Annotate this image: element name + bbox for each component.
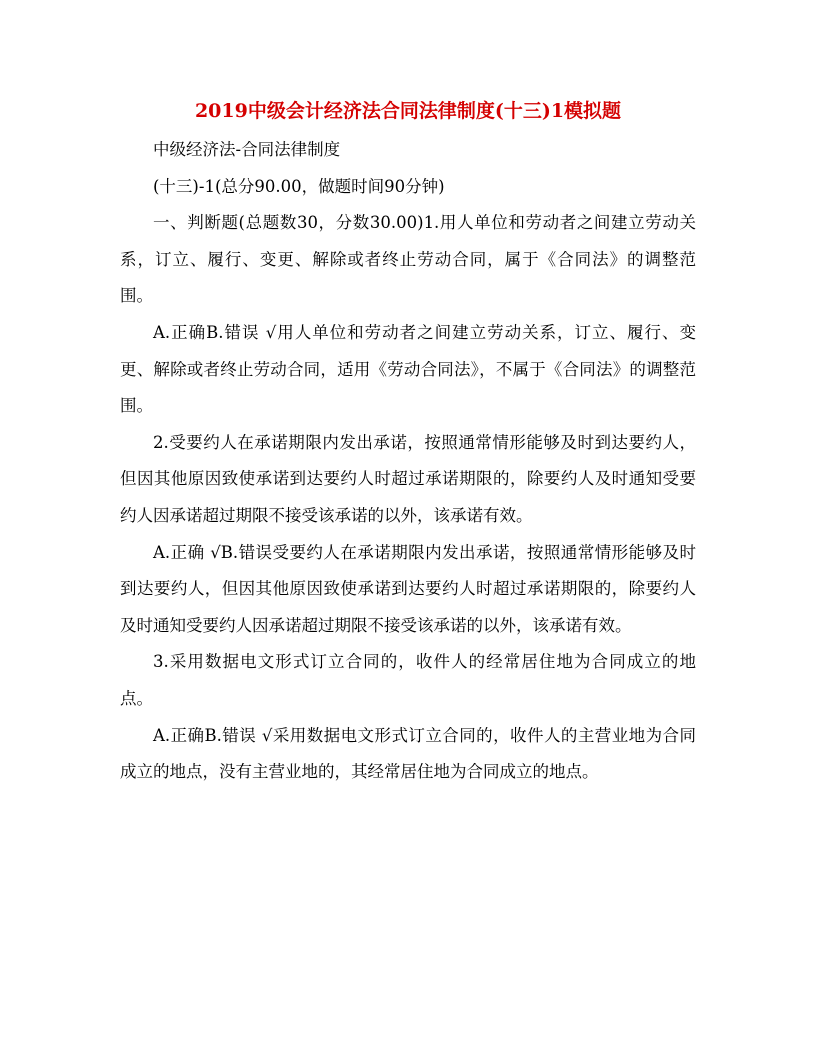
- document-title: 2019中级会计经济法合同法律制度(十三)1模拟题: [194, 100, 622, 122]
- answer-1-paragraph: A.正确B.错误 √用人单位和劳动者之间建立劳动关系，订立、履行、变更、解除或者终止劳动合同，适用《劳动合同法》，不属于《合同法》的调整范围。: [120, 322, 696, 416]
- answer-2-paragraph: A.正确 √B.错误受要约人在承诺期限内发出承诺，按照通常情形能够及时到达要约人，但因其他原因致使承诺到达要约人时超过承诺期限的，除要约人及时通知受要约人因承诺超过期限不接受该承诺的以外，该承诺有效。: [120, 542, 696, 635]
- question-2-paragraph: 2.受要约人在承诺期限内发出承诺，按照通常情形能够及时到达要约人，但因其他原因致使承诺到达要约人时超过承诺期限的，除要约人及时通知受要约人因承诺超过期限不接受该承诺的以外，该承诺有效。: [120, 432, 696, 525]
- question-3-paragraph: 3.采用数据电文形式订立合同的，收件人的经常居住地为合同成立的地点。: [120, 652, 696, 708]
- exam-info-paragraph: (十三)-1(总分90.00，做题时间90分钟): [153, 176, 445, 196]
- document-content: [120, 88, 696, 791]
- subtitle-paragraph: 中级经济法-合同法律制度: [153, 140, 341, 159]
- question-1-paragraph: 一、判断题(总题数30，分数30.00)1.用人单位和劳动者之间建立劳动关系，订立、履行、变更、解除或者终止劳动合同，属于《合同法》的调整范围。: [120, 213, 696, 306]
- answer-3-paragraph: A.正确B.错误 √采用数据电文形式订立合同的，收件人的主营业地为合同成立的地点，没有主营业地的，其经常居住地为合同成立的地点。: [120, 725, 696, 782]
